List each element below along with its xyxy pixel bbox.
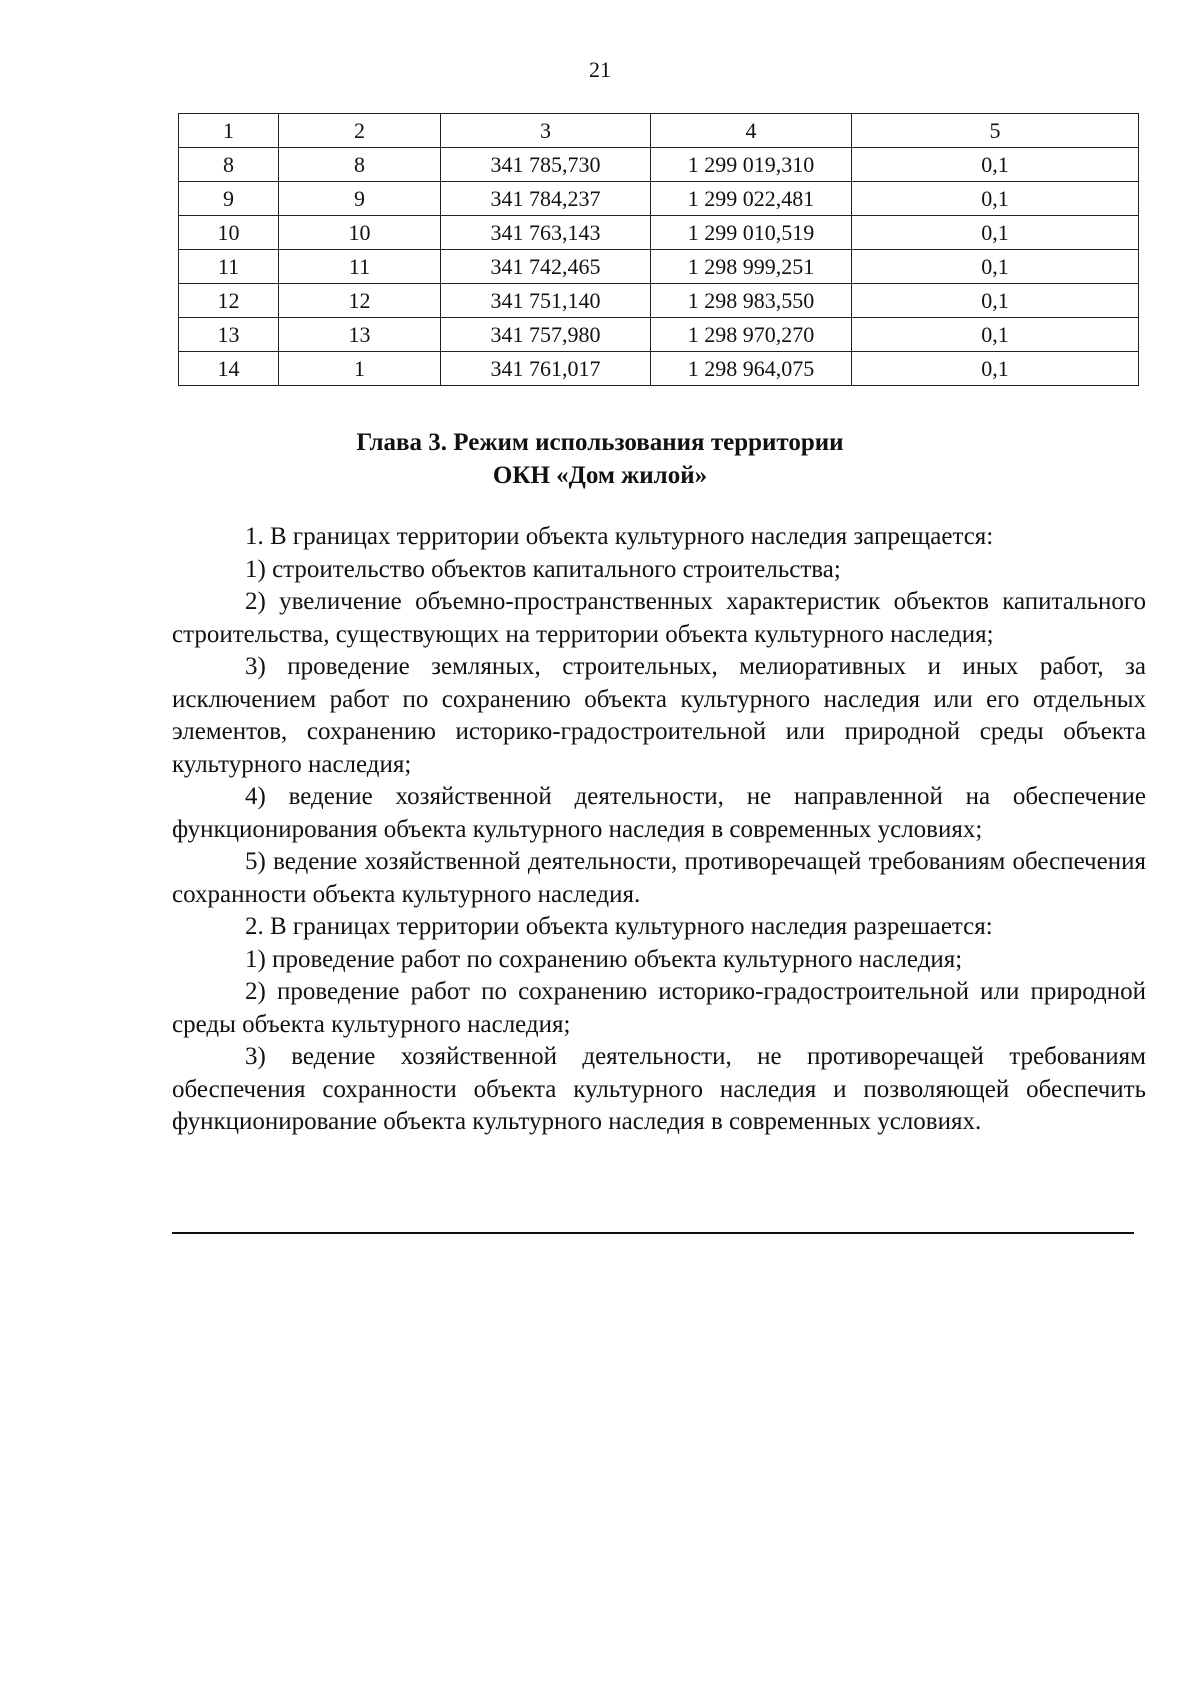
paragraph: 1) строительство объектов капитального строительства; — [245, 555, 841, 583]
table-row — [179, 250, 1139, 284]
paragraph: 3) ведение хозяйственной деятельности, не противоречащей требованиям обеспечения сохранности объекта культурного наследия и позволяющей обеспечить функционирование объекта культурного наследия в современных условиях. — [172, 1043, 1146, 1135]
paragraph: 5) ведение хозяйственной деятельности, противоречащей требованиям обеспечения сохранности объекта культурного наследия. — [172, 848, 1146, 908]
table-cell: 11 — [279, 250, 441, 284]
table-cell: 11 — [179, 250, 279, 284]
table-cell: 341 785,730 — [441, 148, 651, 182]
table-cell: 1 298 983,550 — [651, 284, 852, 318]
table-cell: 13 — [179, 318, 279, 352]
chapter-title-line-2: ОКН «Дом жилой» — [492, 462, 708, 489]
paragraph: 4) ведение хозяйственной деятельности, не направленной на обеспечение функционирования объекта культурного наследия в современных условиях; — [172, 783, 1146, 843]
table-cell: 8 — [179, 148, 279, 182]
table-cell: 1 298 970,270 — [651, 318, 852, 352]
table-cell: 1 299 022,481 — [651, 182, 852, 216]
chapter-heading — [0, 426, 1200, 492]
table-cell: 341 761,017 — [441, 352, 651, 386]
header-cell: 3 — [441, 114, 651, 148]
table-cell: 1 299 019,310 — [651, 148, 852, 182]
table-cell: 12 — [179, 284, 279, 318]
table-cell: 0,1 — [852, 284, 1139, 318]
table-cell: 0,1 — [852, 148, 1139, 182]
paragraph: 2) увеличение объемно-пространственных характеристик объектов капитального строительства, существующих на территории объекта культурного наследия; — [172, 588, 1146, 648]
table-cell: 9 — [279, 182, 441, 216]
table-cell: 14 — [179, 352, 279, 386]
table-cell: 1 298 999,251 — [651, 250, 852, 284]
page-number: 21 — [589, 57, 611, 82]
table-cell: 9 — [179, 182, 279, 216]
table-cell: 10 — [279, 216, 441, 250]
table-cell: 10 — [179, 216, 279, 250]
paragraph: 2) проведение работ по сохранению историко-градостроительной или природной среды объекта культурного наследия; — [172, 978, 1146, 1038]
header-cell: 1 — [179, 114, 279, 148]
table-cell: 341 763,143 — [441, 216, 651, 250]
table-cell: 12 — [279, 284, 441, 318]
table-row — [179, 182, 1139, 216]
header-cell: 2 — [279, 114, 441, 148]
table-cell: 341 784,237 — [441, 182, 651, 216]
paragraph: 3) проведение земляных, строительных, мелиоративных и иных работ, за исключением работ по сохранению объекта культурного наследия или его отдельных элементов, сохранению историко-градостроительной или природной среды объекта культурного наследия; — [172, 653, 1146, 778]
table-cell: 8 — [279, 148, 441, 182]
paragraph: 1. В границах территории объекта культурного наследия запрещается: — [245, 523, 994, 550]
table-cell: 341 742,465 — [441, 250, 651, 284]
table-cell: 0,1 — [852, 182, 1139, 216]
coordinates-table — [178, 113, 1139, 386]
table-cell: 13 — [279, 318, 441, 352]
table-row — [179, 284, 1139, 318]
table-row — [179, 148, 1139, 182]
table-row — [179, 318, 1139, 352]
table-row — [179, 216, 1139, 250]
header-cell: 4 — [651, 114, 852, 148]
chapter-body — [172, 521, 1146, 1139]
paragraph: 2. В границах территории объекта культурного наследия разрешается: — [245, 913, 993, 940]
table-cell: 1 — [279, 352, 441, 386]
header-cell: 5 — [852, 114, 1139, 148]
chapter-title-line-1: Глава 3. Режим использования территории — [356, 429, 844, 456]
table-cell: 0,1 — [852, 352, 1139, 386]
table-header-row — [179, 114, 1139, 148]
table-cell: 1 299 010,519 — [651, 216, 852, 250]
table-cell: 341 751,140 — [441, 284, 651, 318]
table-cell: 0,1 — [852, 216, 1139, 250]
table-cell: 341 757,980 — [441, 318, 651, 352]
table-row — [179, 352, 1139, 386]
table-cell: 0,1 — [852, 250, 1139, 284]
paragraph: 1) проведение работ по сохранению объекта культурного наследия; — [245, 945, 963, 973]
table-cell: 0,1 — [852, 318, 1139, 352]
end-of-document-rule — [172, 1232, 1134, 1234]
table-cell: 1 298 964,075 — [651, 352, 852, 386]
